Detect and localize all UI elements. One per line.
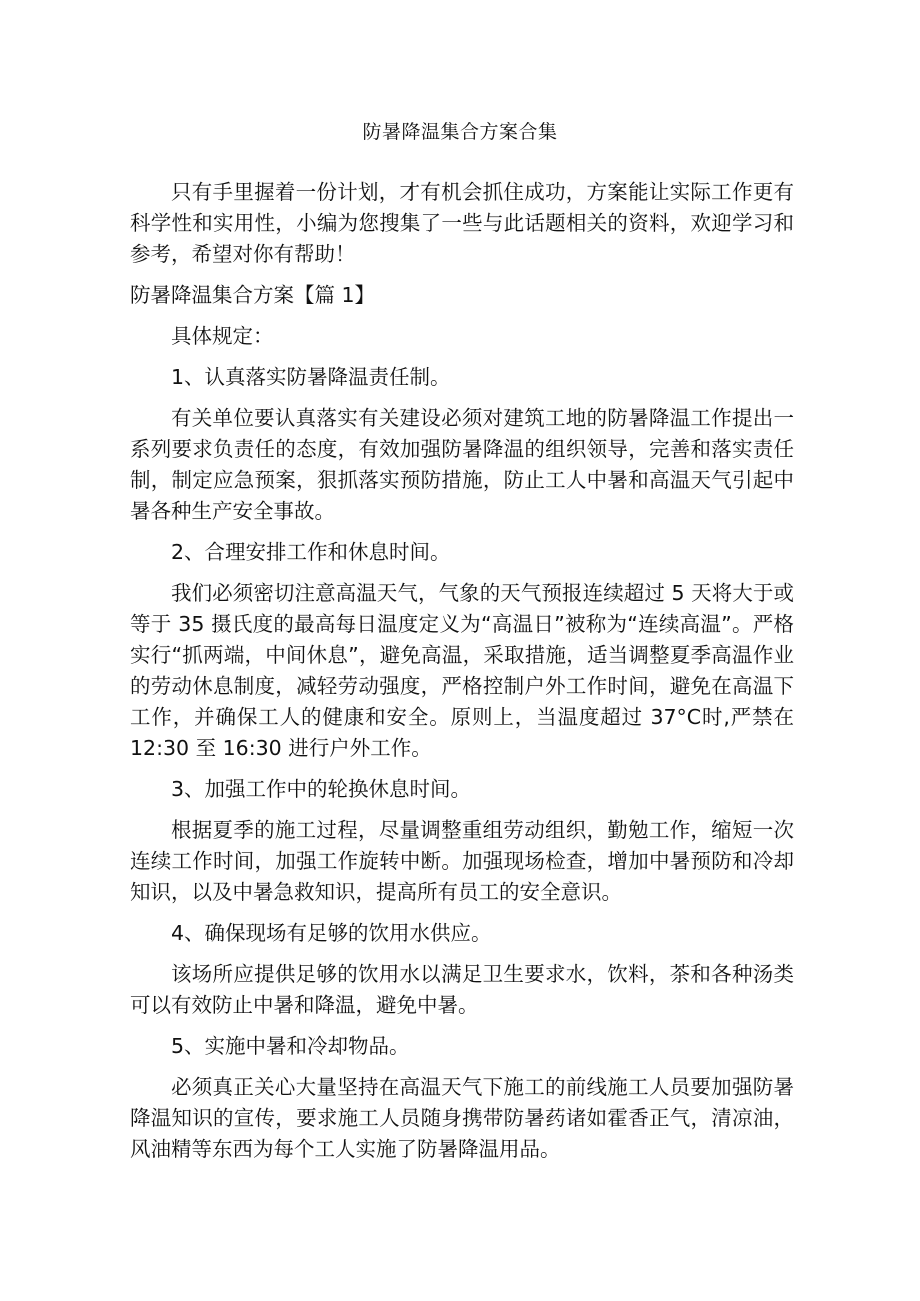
item-5-heading: 5、实施中暑和冷却物品。 [171,1034,410,1058]
section-title: 防暑降温集合方案【篇 1】 [130,283,376,307]
specific-rules-label: 具体规定： [171,324,274,348]
item-3-body: 根据夏季的施工过程，尽量调整重组劳动组织，勤勉工作，缩短一次连续工作时间，加强工作旋转中断。加强现场检查，增加中暑预防和冷却知识，以及中暑急救知识，提高所有员工的安全意识。 [130,818,794,904]
item-3-heading: 3、加强工作中的轮换休息时间。 [171,777,472,801]
item-2-body: 我们必须密切注意高温天气，气象的天气预报连续超过 5 天将大于或等于 35 摄氏度的最高每日温度定义为“高温日”被称为“连续高温”。严格实行“抓两端，中间休息”，避免高温，采取措施，适当调整夏季高温作业的劳动休息制度，减轻劳动强度，严格控制户外工作时间，避免在高温下工作，并确保工人的健康和安全。原则上，当温度超过 37°C时,严禁在 12:30 至 16:30 进行户外工作。 [130,581,794,760]
item-2-heading: 2、合理安排工作和休息时间。 [171,540,451,564]
intro-paragraph: 只有手里握着一份计划，才有机会抓住成功，方案能让实际工作更有科学性和实用性，小编为您搜集了一些与此话题相关的资料，欢迎学习和参考，希望对你有帮助！ [130,180,794,266]
document-title: 防暑降温集合方案合集 [362,121,558,143]
document-body [130,177,794,1175]
item-1-body: 有关单位要认真落实有关建设必须对建筑工地的防暑降温工作提出一系列要求负责任的态度，有效加强防暑降温的组织领导，完善和落实责任制，制定应急预案，狠抓落实预防措施，防止工人中暑和高温天气引起中暑各种生产安全事故。 [130,406,794,523]
item-4-body: 该场所应提供足够的饮用水以满足卫生要求水，饮料，茶和各种汤类可以有效防止中暑和降温，避免中暑。 [130,962,794,1017]
item-4-heading: 4、确保现场有足够的饮用水供应。 [171,921,492,945]
item-1-heading: 1、认真落实防暑降温责任制。 [171,365,451,389]
item-5-body: 必须真正关心大量坚持在高温天气下施工的前线施工人员要加强防暑降温知识的宣传，要求施工人员随身携带防暑药诸如霍香正气，清凉油，风油精等东西为每个工人实施了防暑降温用品。 [130,1075,794,1161]
